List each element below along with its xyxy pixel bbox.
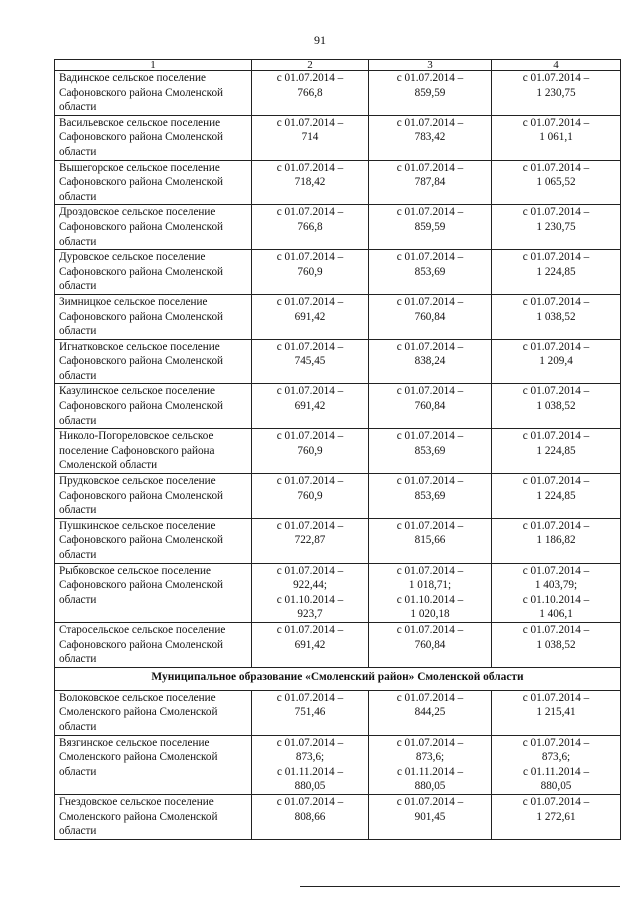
value-cell-col4: с 01.07.2014 – 1 038,52 [492, 384, 621, 429]
table-row [55, 474, 621, 519]
table-row [55, 339, 621, 384]
value-cell-col2: с 01.07.2014 – 691,42 [252, 384, 369, 429]
value-cell-col4: с 01.07.2014 – 1 065,52 [492, 160, 621, 205]
table-row [55, 294, 621, 339]
settlement-name-cell: Зимницкое сельское поселение Сафоновского района Смоленской области [55, 294, 252, 339]
value-cell-col3: с 01.07.2014 – 873,6; с 01.11.2014 – 880,05 [369, 735, 492, 794]
value-cell-col3: с 01.07.2014 – 760,84 [369, 384, 492, 429]
settlement-name-cell: Рыбковское сельское поселение Сафоновского района Смоленской области [55, 563, 252, 622]
settlement-name-cell: Николо-Погореловское сельское поселение Сафоновского района Смоленской области [55, 429, 252, 474]
settlement-name-cell: Игнатковское сельское поселение Сафоновского района Смоленской области [55, 339, 252, 384]
value-cell-col4: с 01.07.2014 – 1 209,4 [492, 339, 621, 384]
section-title: Муниципальное образование «Смоленский район» Смоленской области [55, 667, 621, 690]
column-header-2: 2 [252, 60, 369, 71]
settlement-name-cell: Васильевское сельское поселение Сафоновского района Смоленской области [55, 115, 252, 160]
settlement-name-cell: Вышегорское сельское поселение Сафоновского района Смоленской области [55, 160, 252, 205]
table-row [55, 250, 621, 295]
value-cell-col2: с 01.07.2014 – 766,8 [252, 71, 369, 116]
value-cell-col4: с 01.07.2014 – 1 224,85 [492, 429, 621, 474]
table-row [55, 384, 621, 429]
value-cell-col4: с 01.07.2014 – 1 403,79; с 01.10.2014 – 1 406,1 [492, 563, 621, 622]
table-row [55, 429, 621, 474]
value-cell-col4: с 01.07.2014 – 1 038,52 [492, 294, 621, 339]
table-row [55, 563, 621, 622]
value-cell-col3: с 01.07.2014 – 838,24 [369, 339, 492, 384]
table-row [55, 205, 621, 250]
value-cell-col3: с 01.07.2014 – 815,66 [369, 518, 492, 563]
table-row [55, 160, 621, 205]
table-row [55, 735, 621, 794]
table-row [55, 115, 621, 160]
value-cell-col3: с 01.07.2014 – 1 018,71; с 01.10.2014 – 1 020,18 [369, 563, 492, 622]
table-body-smolensk [55, 690, 621, 839]
settlement-name-cell: Пушкинское сельское поселение Сафоновского района Смоленской области [55, 518, 252, 563]
value-cell-col2: с 01.07.2014 – 718,42 [252, 160, 369, 205]
value-cell-col2: с 01.07.2014 – 922,44; с 01.10.2014 – 923,7 [252, 563, 369, 622]
table-row [55, 622, 621, 667]
column-header-3: 3 [369, 60, 492, 71]
column-header-1: 1 [55, 60, 252, 71]
value-cell-col2: с 01.07.2014 – 691,42 [252, 622, 369, 667]
value-cell-col3: с 01.07.2014 – 760,84 [369, 294, 492, 339]
value-cell-col3: с 01.07.2014 – 783,42 [369, 115, 492, 160]
value-cell-col2: с 01.07.2014 – 760,9 [252, 474, 369, 519]
tariff-table [54, 59, 621, 840]
value-cell-col2: с 01.07.2014 – 745,45 [252, 339, 369, 384]
value-cell-col3: с 01.07.2014 – 760,84 [369, 622, 492, 667]
settlement-name-cell: Дроздовское сельское поселение Сафоновского района Смоленской области [55, 205, 252, 250]
value-cell-col2: с 01.07.2014 – 751,46 [252, 690, 369, 735]
value-cell-col2: с 01.07.2014 – 722,87 [252, 518, 369, 563]
value-cell-col4: с 01.07.2014 – 1 038,52 [492, 622, 621, 667]
value-cell-col4: с 01.07.2014 – 1 224,85 [492, 250, 621, 295]
table-row [55, 518, 621, 563]
value-cell-col3: с 01.07.2014 – 859,59 [369, 205, 492, 250]
value-cell-col4: с 01.07.2014 – 1 272,61 [492, 794, 621, 839]
value-cell-col3: с 01.07.2014 – 787,84 [369, 160, 492, 205]
value-cell-col4: с 01.07.2014 – 1 230,75 [492, 205, 621, 250]
table-row [55, 690, 621, 735]
footer-divider [300, 886, 620, 887]
table-row [55, 71, 621, 116]
settlement-name-cell: Вязгинское сельское поселение Смоленского района Смоленской области [55, 735, 252, 794]
value-cell-col2: с 01.07.2014 – 760,9 [252, 250, 369, 295]
value-cell-col4: с 01.07.2014 – 1 215,41 [492, 690, 621, 735]
value-cell-col2: с 01.07.2014 – 808,66 [252, 794, 369, 839]
value-cell-col3: с 01.07.2014 – 853,69 [369, 429, 492, 474]
value-cell-col4: с 01.07.2014 – 1 061,1 [492, 115, 621, 160]
settlement-name-cell: Гнездовское сельское поселение Смоленского района Смоленской области [55, 794, 252, 839]
value-cell-col3: с 01.07.2014 – 859,59 [369, 71, 492, 116]
header-row [55, 60, 621, 71]
value-cell-col2: с 01.07.2014 – 714 [252, 115, 369, 160]
settlement-name-cell: Прудковское сельское поселение Сафоновского района Смоленской области [55, 474, 252, 519]
value-cell-col4: с 01.07.2014 – 873,6; с 01.11.2014 – 880,05 [492, 735, 621, 794]
value-cell-col3: с 01.07.2014 – 844,25 [369, 690, 492, 735]
value-cell-col2: с 01.07.2014 – 760,9 [252, 429, 369, 474]
column-header-4: 4 [492, 60, 621, 71]
table-row [55, 794, 621, 839]
value-cell-col4: с 01.07.2014 – 1 224,85 [492, 474, 621, 519]
settlement-name-cell: Дуровское сельское поселение Сафоновского района Смоленской области [55, 250, 252, 295]
value-cell-col2: с 01.07.2014 – 766,8 [252, 205, 369, 250]
value-cell-col4: с 01.07.2014 – 1 186,82 [492, 518, 621, 563]
value-cell-col3: с 01.07.2014 – 853,69 [369, 250, 492, 295]
value-cell-col4: с 01.07.2014 – 1 230,75 [492, 71, 621, 116]
value-cell-col2: с 01.07.2014 – 873,6; с 01.11.2014 – 880,05 [252, 735, 369, 794]
section-row [55, 667, 621, 690]
settlement-name-cell: Волоковское сельское поселение Смоленского района Смоленской области [55, 690, 252, 735]
settlement-name-cell: Казулинское сельское поселение Сафоновского района Смоленской области [55, 384, 252, 429]
settlement-name-cell: Вадинское сельское поселение Сафоновского района Смоленской области [55, 71, 252, 116]
value-cell-col2: с 01.07.2014 – 691,42 [252, 294, 369, 339]
value-cell-col3: с 01.07.2014 – 853,69 [369, 474, 492, 519]
page-number: 91 [314, 33, 326, 47]
table-body-safonovo [55, 71, 621, 668]
settlement-name-cell: Старосельское сельское поселение Сафоновского района Смоленской области [55, 622, 252, 667]
value-cell-col3: с 01.07.2014 – 901,45 [369, 794, 492, 839]
